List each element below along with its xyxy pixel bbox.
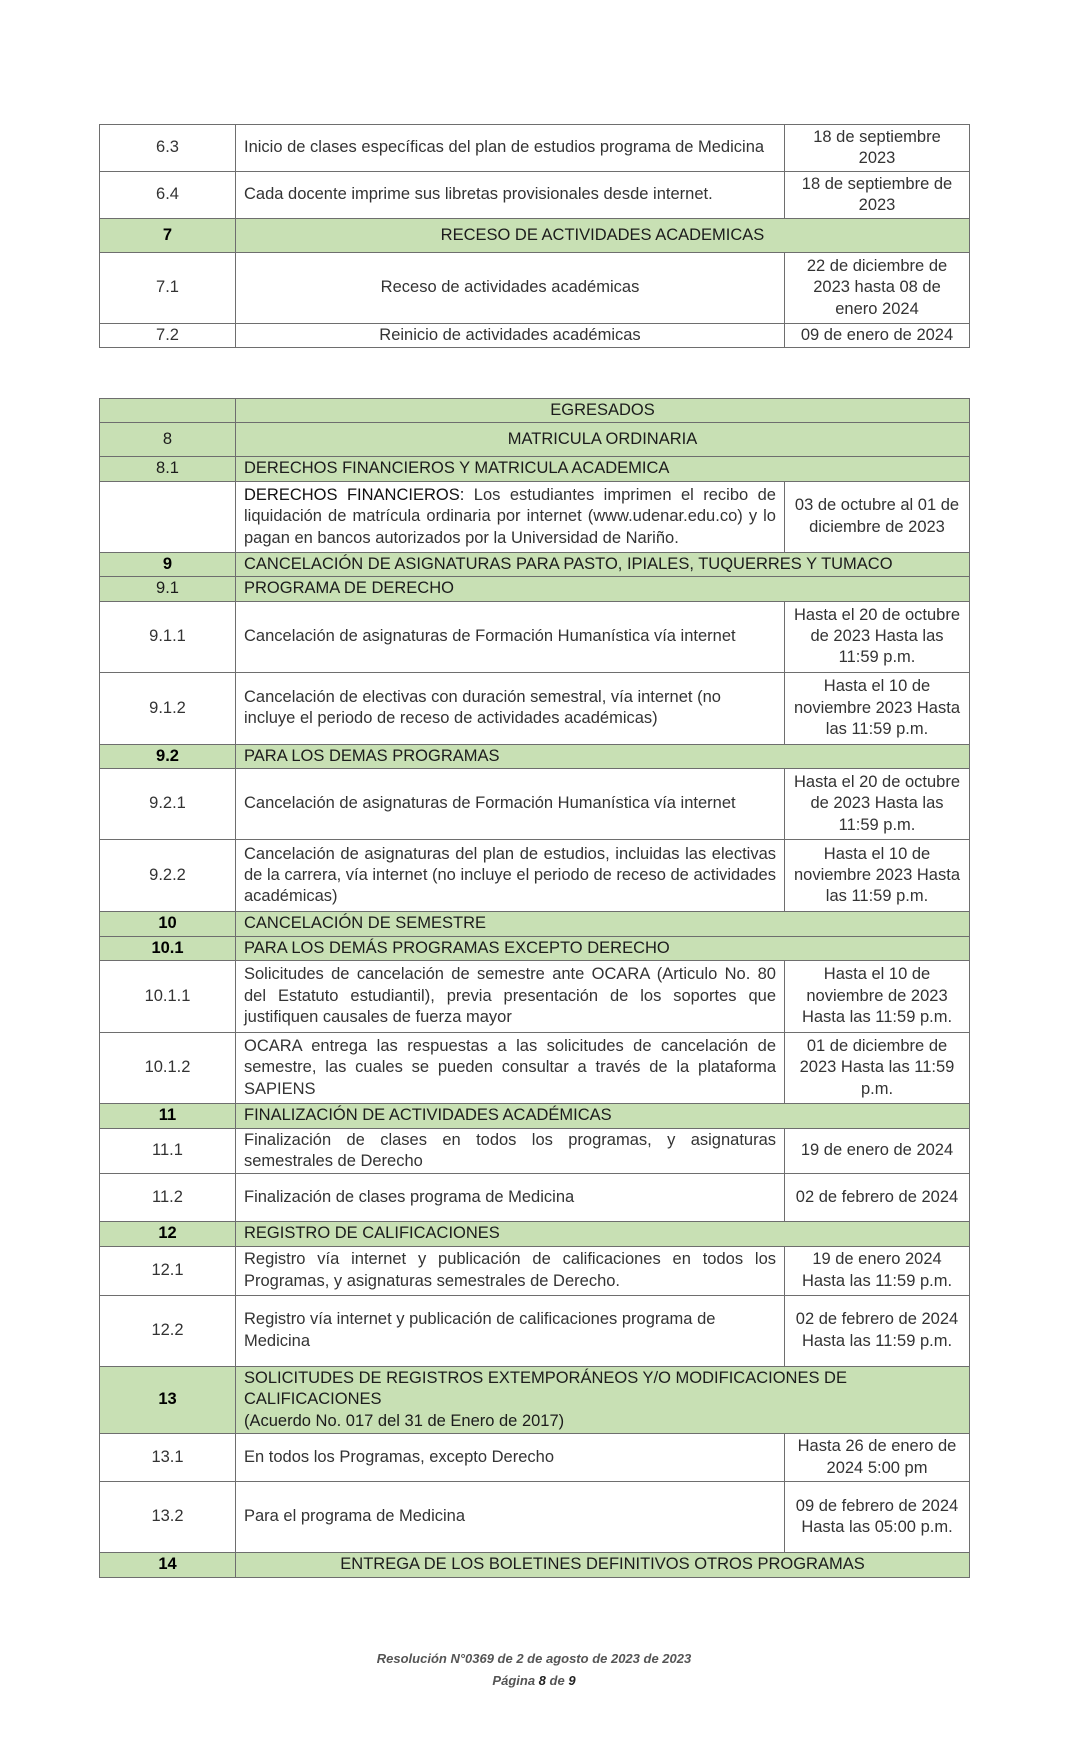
table-row [100,1482,970,1553]
section-number: 13 [100,1366,236,1433]
section-title: DERECHOS FINANCIEROS Y MATRICULA ACADEMICA [236,457,970,481]
section-title-text: SOLICITUDES DE REGISTROS EXTEMPORÁNEOS Y/O MODIFICACIONES DE CALIFICACIONES [244,1368,847,1409]
item-number: 9.1.1 [100,601,236,672]
section-number: 9.2 [100,744,236,768]
item-date: 03 de octubre al 01 de diciembre de 2023 [785,481,970,552]
section-row [100,552,970,576]
item-date: 19 de enero de 2024 [785,1128,970,1174]
item-description: Cancelación de asignaturas de Formación Humanística vía internet [236,769,785,840]
table-row [100,1128,970,1174]
item-date: Hasta el 20 de octubre de 2023 Hasta las 11:59 p.m. [785,601,970,672]
item-date: Hasta 26 de enero de 2024 5:00 pm [785,1434,970,1482]
item-description: Inicio de clases específicas del plan de estudios programa de Medicina [236,125,785,172]
subsection-row [100,936,970,960]
section-header: EGRESADOS [236,399,970,423]
section-title: CANCELACIÓN DE SEMESTRE [236,912,970,936]
section-header-row [100,399,970,423]
item-description: OCARA entrega las respuestas a las solicitudes de cancelación de semestre, las cuales se pueden consultar a través de la plataforma SAPIENS [236,1033,785,1104]
item-description: Solicitudes de cancelación de semestre ante OCARA (Articulo No. 80 del Estatuto estudiantil), previa presentación de los soportes que justifiquen causales de fuerza mayor [236,961,785,1033]
table-row [100,1295,970,1366]
item-description: Cancelación de asignaturas del plan de estudios, incluidas las electivas de la carrera, vía internet (no incluye el periodo de receso de actividades académicas) [236,840,785,912]
table-row [100,324,970,348]
item-date: 19 de enero 2024 Hasta las 11:59 p.m. [785,1246,970,1295]
section-row [100,1104,970,1128]
item-date: 22 de diciembre de 2023 hasta 08 de enero 2024 [785,253,970,324]
section-title: ENTREGA DE LOS BOLETINES DEFINITIVOS OTROS PROGRAMAS [236,1553,970,1577]
section-row [100,912,970,936]
section-title: FINALIZACIÓN DE ACTIVIDADES ACADÉMICAS [236,1104,970,1128]
item-number: 7.1 [100,253,236,324]
section-number: 14 [100,1553,236,1577]
section-number: 8.1 [100,457,236,481]
section-title: PROGRAMA DE DERECHO [236,577,970,601]
table-row [100,601,970,672]
item-number: 11.1 [100,1128,236,1174]
item-description: Registro vía internet y publicación de calificaciones programa de Medicina [236,1295,785,1366]
item-number: 9.2.2 [100,840,236,912]
section-title: RECESO DE ACTIVIDADES ACADEMICAS [236,219,970,253]
item-description: Cancelación de electivas con duración semestral, vía internet (no incluye el periodo de receso de actividades académicas) [236,672,785,744]
item-description: Finalización de clases programa de Medicina [236,1174,785,1222]
of-word: de [549,1673,565,1688]
subsection-row [100,577,970,601]
section-row [100,1553,970,1577]
item-description: Receso de actividades académicas [236,253,785,324]
section-title: MATRICULA ORDINARIA [236,423,970,457]
section-number: 10 [100,912,236,936]
calendar-table-top [99,124,970,348]
item-description: En todos los Programas, excepto Derecho [236,1434,785,1482]
item-number: 7.2 [100,324,236,348]
subsection-row [100,457,970,481]
item-date: 09 de enero de 2024 [785,324,970,348]
item-number: 6.3 [100,125,236,172]
item-number: 13.2 [100,1482,236,1553]
section-number: 12 [100,1222,236,1246]
footer-resolution: Resolución N°0369 de 2 de agosto de 2023 de 2023 [376,1651,692,1666]
table-row [100,1246,970,1295]
item-description: Cancelación de asignaturas de Formación Humanística vía internet [236,601,785,672]
item-date: 02 de febrero de 2024 Hasta las 11:59 p.m. [785,1295,970,1366]
table-row [100,125,970,172]
table-row [100,1434,970,1482]
section-title [236,1366,970,1433]
item-date: Hasta el 10 de noviembre 2023 Hasta las 11:59 p.m. [785,672,970,744]
item-label: DERECHOS FINANCIEROS: [244,485,465,504]
item-text: Los estudiantes imprimen el recibo de liquidación de matrícula ordinaria por internet (www.udenar.edu.co) y lo pagan en bancos autorizados por la Universidad de Nariño. [244,485,776,547]
item-description: Reinicio de actividades académicas [236,324,785,348]
section-subtitle: (Acuerdo No. 017 del 31 de Enero de 2017) [244,1411,565,1430]
item-number: 12.2 [100,1295,236,1366]
table-row [100,769,970,840]
table-row [100,172,970,219]
item-date: 09 de febrero de 2024 Hasta las 05:00 p.m. [785,1482,970,1553]
item-date: Hasta el 20 de octubre de 2023 Hasta las 11:59 p.m. [785,769,970,840]
table-row [100,672,970,744]
table-row [100,253,970,324]
page-current: 8 [538,1673,546,1688]
subsection-row [100,744,970,768]
table-row [100,481,970,552]
item-number: 11.2 [100,1174,236,1222]
section-number: 9 [100,552,236,576]
item-number: 13.1 [100,1434,236,1482]
table-row [100,1174,970,1222]
item-number: 9.1.2 [100,672,236,744]
table-row [100,840,970,912]
item-description: Para el programa de Medicina [236,1482,785,1553]
page-total: 9 [568,1673,576,1688]
item-date: 02 de febrero de 2024 [785,1174,970,1222]
item-number: 12.1 [100,1246,236,1295]
item-description: Registro vía internet y publicación de calificaciones en todos los Programas, y asignaturas semestrales de Derecho. [236,1246,785,1295]
section-title: PARA LOS DEMÁS PROGRAMAS EXCEPTO DERECHO [236,936,970,960]
section-title: CANCELACIÓN DE ASIGNATURAS PARA PASTO, IPIALES, TUQUERRES Y TUMACO [236,552,970,576]
page-word: Página [492,1673,536,1688]
item-description: Cada docente imprime sus libretas provisionales desde internet. [236,172,785,219]
section-number: 11 [100,1104,236,1128]
section-row [100,423,970,457]
section-row [100,1222,970,1246]
section-number: 10.1 [100,936,236,960]
item-date: Hasta el 10 de noviembre 2023 Hasta las 11:59 p.m. [785,840,970,912]
section-title: PARA LOS DEMAS PROGRAMAS [236,744,970,768]
item-description: Finalización de clases en todos los programas, y asignaturas semestrales de Derecho [236,1128,785,1174]
empty-cell [100,399,236,423]
section-row [100,1366,970,1433]
item-number: 9.2.1 [100,769,236,840]
section-number: 9.1 [100,577,236,601]
section-number: 8 [100,423,236,457]
section-row [100,219,970,253]
section-title: REGISTRO DE CALIFICACIONES [236,1222,970,1246]
item-number: 10.1.1 [100,961,236,1033]
table-row [100,961,970,1033]
item-number: 10.1.2 [100,1033,236,1104]
section-number: 7 [100,219,236,253]
item-description [236,481,785,552]
item-number [100,481,236,552]
item-number: 6.4 [100,172,236,219]
calendar-table-egresados [99,398,970,1578]
item-date: Hasta el 10 de noviembre de 2023 Hasta las 11:59 p.m. [785,961,970,1033]
item-date: 18 de septiembre de 2023 [785,172,970,219]
footer-page-number [0,1673,1068,1688]
item-date: 01 de diciembre de 2023 Hasta las 11:59 p.m. [785,1033,970,1104]
item-date: 18 de septiembre 2023 [785,125,970,172]
table-row [100,1033,970,1104]
